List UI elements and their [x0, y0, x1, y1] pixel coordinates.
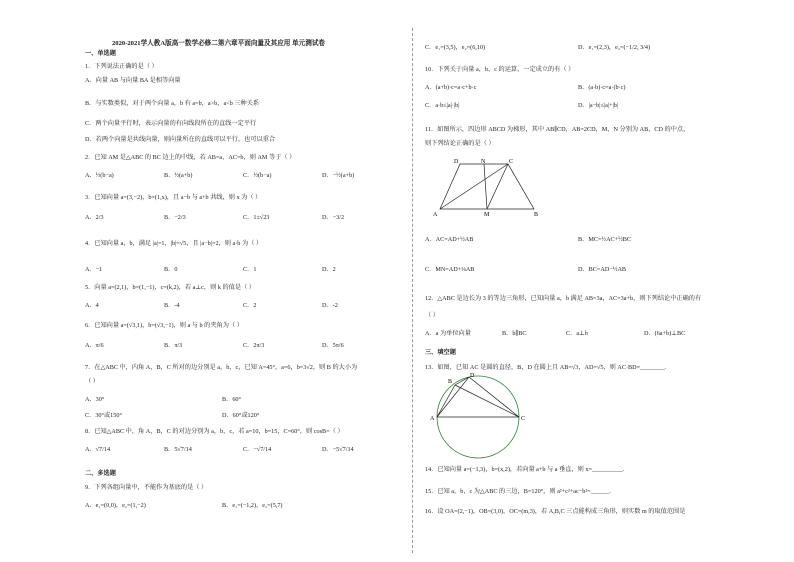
- q6-stem: 6．已知向量 a=(√3,1)，b=(√3,−1)，则 a 与 b 的夹角为（ ）: [85, 322, 243, 329]
- trapezoid-label-b: B: [534, 212, 539, 218]
- trapezoid-label-n: N: [481, 159, 486, 165]
- q11-stem-2: 则下列结论正确的是（ ）: [425, 140, 495, 147]
- section-multiple-choice: 二、多选题: [85, 470, 116, 477]
- q3-stem: 3．已知向量 a=(3,−2)，b=(1,x)，且 a−b 与 a+b 共线，则 x 为（ ）: [85, 194, 262, 201]
- q3-option-a: A．2/3: [85, 214, 104, 221]
- q11-option-d: D．BC=AD−½AB: [578, 266, 627, 273]
- q11-option-c: C．MN=AD+¼AB: [425, 266, 475, 273]
- q9-option-d: D．e₁=(2,3)，e₂=(−1/2, 3/4): [578, 44, 651, 51]
- circle-label-c: C: [521, 416, 526, 422]
- q10-option-d: D．|a−b|≤|a|+|b|: [578, 102, 619, 109]
- q2-option-c: C．½(b−a): [243, 172, 272, 179]
- trapezoid-label-d: D: [454, 159, 459, 165]
- q7-stem: 7．在△ABC 中，内角 A，B，C 所对的边分别是 a，b，c，已知 A=45°，a=6，b=3√2，则 B 的大小为: [85, 364, 358, 371]
- q1-option-b: B．与实数类似，对于两个向量 a，b 有 a=b，a>b，a<b 三种关系: [85, 100, 260, 107]
- q2-option-d: D．−½(a+b): [322, 172, 355, 179]
- q6-option-a: A．π/6: [85, 342, 104, 349]
- q15-stem: 15．已知 a，b，c 为△ABC 的三边，B=120°，则 a²+c²+ac−b²=______.: [425, 488, 611, 495]
- q5-stem: 5．向量 a=(2,1)，b=(1,−1)，c=(k,2)，若 a⊥c，则 k 的值是（ ）: [85, 284, 255, 291]
- q1-option-a: A．向量 AB 与向量 BA 是相等向量: [85, 77, 181, 84]
- q9-option-a: A．e₁=(0,0)，e₂=(1,−2): [85, 502, 146, 509]
- q1-stem: 1．下列说法正确的是（ ）: [85, 63, 158, 70]
- q7-option-c: C．30°或150°: [85, 412, 122, 419]
- section-single-choice: 一、单选题: [85, 50, 116, 57]
- q3-option-b: B．−2/3: [164, 214, 186, 221]
- trapezoid-label-c: C: [509, 159, 514, 165]
- q8-option-d: D．−5√7/14: [322, 446, 354, 453]
- q2-stem: 2．已知 AM 是△ABC 的 BC 边上的中线，若 AB=a，AC=b，则 AM 等于（ ）: [85, 154, 296, 161]
- q7-paren: （ ）: [85, 378, 99, 385]
- q2-option-a: A．½(b−a): [85, 172, 114, 179]
- section-fill-in: 三、填空题: [425, 349, 456, 356]
- q5-option-c: C．2: [243, 302, 257, 309]
- q1-option-c: C．两个向量平行时，表示向量的有向线段所在的直线一定平行: [85, 120, 257, 127]
- q8-stem: 8．已知△ABC 中，角 A，B，C 的对边分别为 a，b，c，若 a=10，b=15，C=60°，则 cosB=（ ）: [85, 428, 344, 435]
- q4-option-c: C．1: [243, 266, 257, 273]
- q4-option-b: B．0: [164, 266, 178, 273]
- q7-option-b: B．60°: [222, 396, 241, 403]
- q6-option-d: D．5π/6: [322, 342, 344, 349]
- q11-option-b: B．MC=½AC+½BC: [578, 236, 632, 243]
- document-title: 2020-2021学人教A版高一数学必修二第六章平面向量及其应用 单元测试卷: [112, 40, 326, 47]
- q3-option-d: D．−3/2: [322, 214, 345, 221]
- q5-option-b: B．-4: [164, 302, 180, 309]
- q8-option-b: B．5√7/14: [164, 446, 192, 453]
- q7-option-d: D．60°或120°: [222, 412, 260, 419]
- circle-label-a: A: [430, 416, 435, 422]
- q16-stem: 16．设 OA=(2,−1)，OB=(3,0)，OC=(m,3)，若 A,B,C 三点能构成三角形，则实数 m 的取值范围是: [425, 508, 686, 515]
- q11-option-a: A．AC=AD+½AB: [425, 236, 474, 243]
- q5-option-d: D．-2: [322, 302, 338, 309]
- q9-option-b: B．e₁=(−1,2)，e₂=(5,7): [222, 502, 283, 509]
- circle-label-b: B: [448, 379, 453, 385]
- circle-figure: [428, 372, 528, 460]
- q1-option-d: D．若两个向量是共线向量，则向量所在的直线可以平行，也可以重合: [85, 136, 276, 143]
- q5-option-a: A．4: [85, 302, 99, 309]
- q8-option-a: A．√7/14: [85, 446, 111, 453]
- q4-stem: 4．已知向量 a，b，满足 |a|=1，|b|=√5，且 |a−b|=2，则 a·b 为（ ）: [85, 240, 263, 247]
- q9-stem: 9．下列各组向量中，不能作为基底的是（ ）: [85, 484, 208, 491]
- q7-option-a: A．30°: [85, 396, 105, 403]
- q12-option-d: D．(6a+b)⊥BC: [644, 330, 686, 337]
- column-divider: [412, 28, 413, 553]
- q3-option-c: C．1±√23: [243, 214, 270, 221]
- q2-option-b: B．½(a+b): [164, 172, 193, 179]
- q6-option-c: C．2π/3: [243, 342, 265, 349]
- q10-option-a: A．(a+b)·c=a·c+b·c: [425, 84, 477, 91]
- q12-stem: 12．△ABC 是边长为 3 的等边三角形，已知向量 a，b 满足 AB=3a，AC=3a+b，则下列结论中正确的有: [425, 295, 702, 302]
- q12-paren: （ ）: [425, 312, 439, 319]
- q12-option-a: A．a 为单位向量: [425, 330, 471, 337]
- q14-stem: 14．已知向量 a=(−1,3)，b=(x,2)，若向量 a+b 与 a 垂直，则 x=__________.: [425, 466, 625, 473]
- circle-label-d: D: [470, 373, 475, 379]
- q13-stem: 13．如图，已知 AC 是圆的直径，B，D 在圆上且 AB=√3，AD=√5，则 AC·BD=________.: [425, 364, 667, 371]
- q12-option-b: B．b∥BC: [502, 330, 527, 337]
- q10-stem: 10．下列关于向量 a，b，c 的运算，一定成立的有（ ）: [425, 66, 575, 73]
- q12-option-c: C．a⊥b: [566, 330, 588, 337]
- q8-option-c: C．−√7/14: [243, 446, 272, 453]
- trapezoid-label-a: A: [433, 212, 438, 218]
- q10-option-c: C．a·b≤|a|·|b|: [425, 102, 460, 109]
- trapezoid-label-m: M: [484, 212, 490, 218]
- q6-option-b: B．π/3: [164, 342, 183, 349]
- q4-option-a: A．−1: [85, 266, 103, 273]
- q11-stem: 11．如图所示，四边形 ABCD 为梯形，其中 AB∥CD，AB=2CD，M，N 分别为 AB，CD 的中点，: [425, 126, 690, 133]
- q10-option-b: B．(a·b)·c=a·(b·c): [578, 84, 626, 91]
- q9-option-c: C．e₁=(3,5)，e₂=(6,10): [425, 44, 486, 51]
- trapezoid-figure: [430, 155, 550, 223]
- q4-option-d: D．2: [322, 266, 336, 273]
